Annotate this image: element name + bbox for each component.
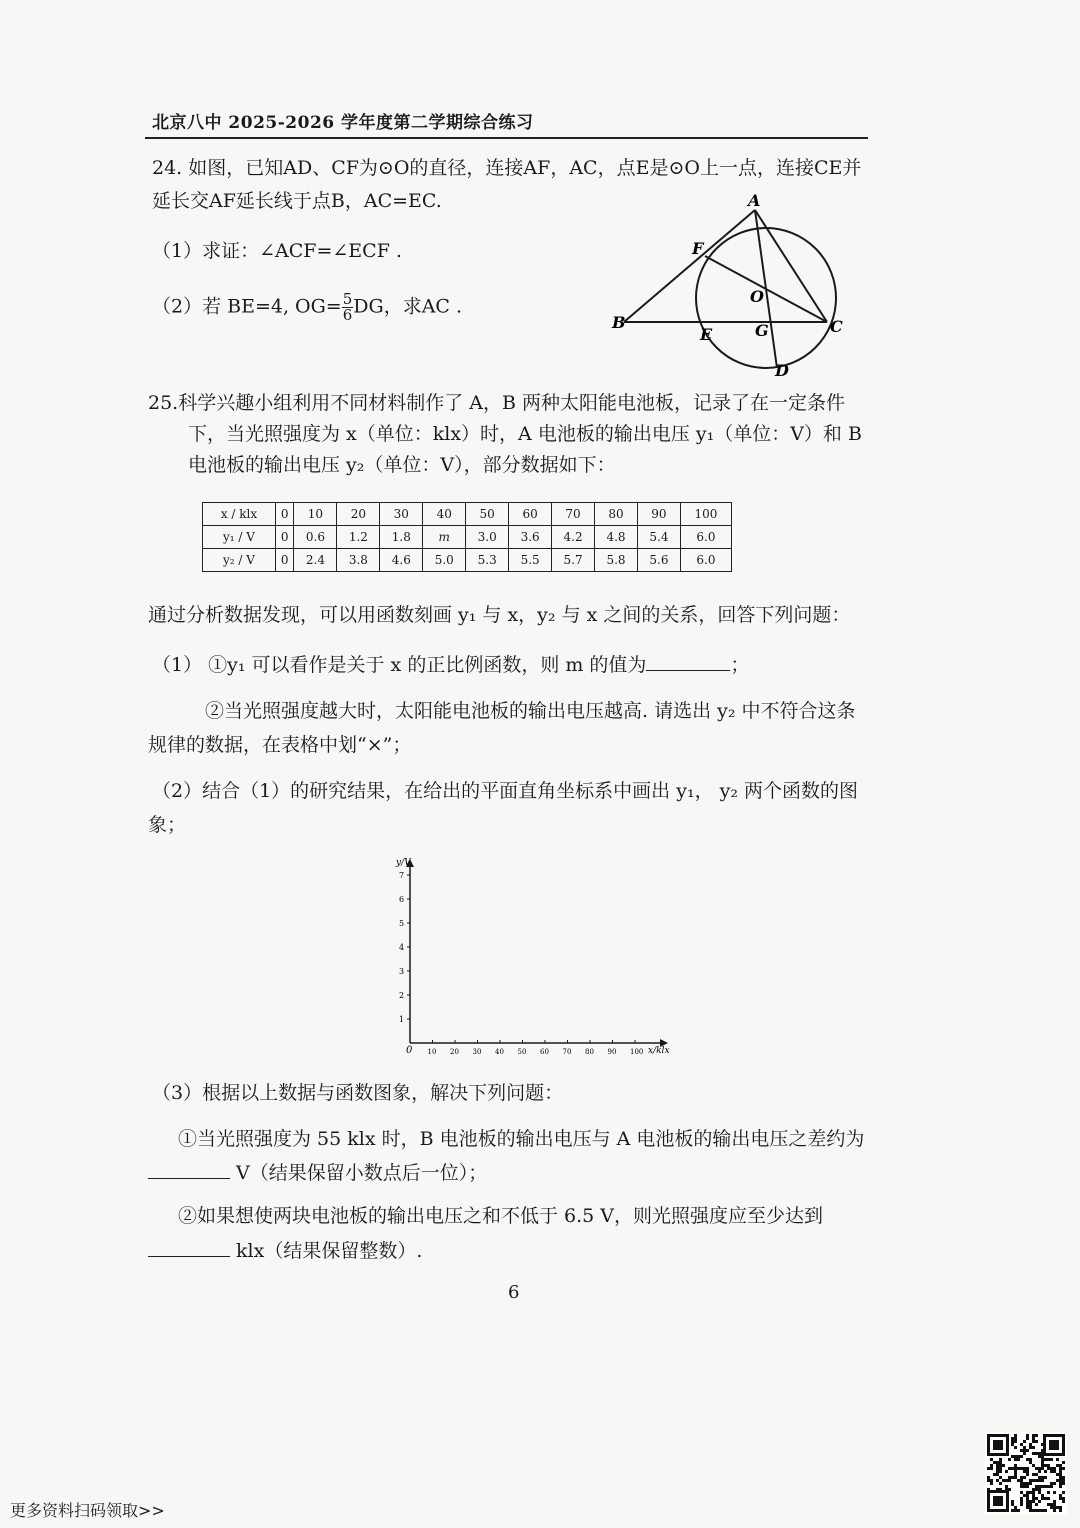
- q25-part1a-prefix: （1） ①y₁ 可以看作是关于 x 的正比例函数，则 m 的值为: [152, 654, 647, 676]
- x-tick-label: 100: [630, 1048, 644, 1056]
- q25-part3: （3）根据以上数据与函数图象，解决下列问题：: [152, 1082, 564, 1104]
- table-cell: 3.0: [466, 526, 509, 549]
- label-f: F: [692, 239, 704, 258]
- table-cell: 40: [423, 503, 466, 526]
- x-tick-label: 20: [450, 1048, 459, 1056]
- table-cell: 6.0: [680, 526, 731, 549]
- table-cell: 4.6: [380, 549, 423, 572]
- table-cell: 20: [337, 503, 380, 526]
- x-axis-label: x/klx: [648, 1046, 670, 1056]
- y-tick-label: 5: [399, 919, 405, 928]
- line-ba: [624, 210, 755, 322]
- table-cell: x / klx: [203, 503, 276, 526]
- q25-line1: 25.科学兴趣小组利用不同材料制作了 A，B 两种太阳能电池板，记录了在一定条件: [148, 392, 845, 414]
- table-cell: m: [423, 526, 466, 549]
- x-tick-label: 60: [540, 1048, 549, 1056]
- table-cell: 90: [637, 503, 680, 526]
- y-tick-label: 6: [399, 895, 405, 904]
- q25-part3a-line1: ①当光照强度为 55 klx 时，B 电池板的输出电压与 A 电池板的输出电压之差约为: [178, 1128, 865, 1150]
- q25-part3a-line2-text: V（结果保留小数点后一位）；: [236, 1162, 488, 1184]
- q25-part1b-line1: ②当光照强度越大时，太阳能电池板的输出电压越高. 请选出 y₂ 中不符合这条: [205, 700, 856, 722]
- y-axis-label: y/V: [396, 858, 411, 868]
- y-tick-label: 7: [399, 871, 405, 880]
- q25-part1b-line2: 规律的数据，在表格中划“×”；: [148, 734, 412, 756]
- table-cell: 3.8: [337, 549, 380, 572]
- table-cell: 70: [552, 503, 595, 526]
- table-cell: 30: [380, 503, 423, 526]
- table-cell: 5.4: [637, 526, 680, 549]
- y-tick-label: 1: [399, 1015, 405, 1024]
- table-cell: 0: [276, 549, 294, 572]
- q25-part3a-line2: [148, 1160, 487, 1186]
- q25-part1a: [152, 652, 749, 678]
- geometry-figure: [600, 190, 860, 380]
- table-cell: 100: [680, 503, 731, 526]
- answer-blank-difference[interactable]: [148, 1160, 230, 1179]
- table-cell: 50: [466, 503, 509, 526]
- label-e: E: [700, 325, 713, 344]
- q25-part3b-line1: ②如果想使两块电池板的输出电压之和不低于 6.5 V，则光照强度应至少达到: [178, 1205, 824, 1227]
- table-cell: y₁ / V: [203, 526, 276, 549]
- table-cell: 5.7: [552, 549, 595, 572]
- circle-o: [696, 228, 836, 368]
- table-row: [203, 549, 732, 572]
- table-cell: 2.4: [294, 549, 337, 572]
- q25-line3: 电池板的输出电压 y₂（单位：V），部分数据如下：: [188, 454, 616, 476]
- q25-part2-line1: （2）结合（1）的研究结果，在给出的平面直角坐标系中画出 y₁， y₂ 两个函数的图: [152, 780, 858, 802]
- q25-part2-line2: 象；: [148, 814, 187, 836]
- q24-line2: 延长交AF延长线于点B，AC=EC.: [152, 190, 442, 212]
- table-cell: 0: [276, 503, 294, 526]
- page-header: 北京八中 2025-2026 学年度第二学期综合练习: [152, 113, 534, 133]
- footer-text[interactable]: 更多资料扫码领取>>: [10, 1501, 165, 1520]
- origin-label: 0: [406, 1045, 413, 1056]
- fraction: [342, 292, 354, 323]
- table-row: [203, 503, 732, 526]
- fraction-numerator: 5: [342, 290, 353, 308]
- q24-part2: [152, 292, 462, 323]
- q25-line2: 下，当光照强度为 x（单位：klx）时，A 电池板的输出电压 y₁（单位：V）和 B: [188, 423, 862, 445]
- table-cell: 5.8: [595, 549, 638, 572]
- qr-code-icon[interactable]: [985, 1432, 1067, 1514]
- header-rule: [145, 137, 868, 139]
- q24-part2-suffix: DG，求AC .: [353, 295, 463, 318]
- label-d: D: [775, 361, 789, 380]
- label-b: B: [612, 313, 626, 332]
- label-a: A: [748, 191, 761, 210]
- table-cell: 5.3: [466, 549, 509, 572]
- x-tick-label: 10: [427, 1048, 437, 1056]
- table-cell: 6.0: [680, 549, 731, 572]
- page-number: 6: [508, 1282, 520, 1303]
- answer-blank-intensity[interactable]: [148, 1238, 230, 1257]
- q25-part1a-suffix: ；: [730, 654, 750, 676]
- table-cell: 80: [595, 503, 638, 526]
- y-tick-label: 3: [399, 967, 405, 976]
- x-tick-label: 50: [517, 1048, 527, 1056]
- x-tick-label: 80: [585, 1048, 594, 1056]
- table-cell: 5.6: [637, 549, 680, 572]
- table-cell: 1.8: [380, 526, 423, 549]
- q25-analysis: 通过分析数据发现，可以用函数刻画 y₁ 与 x，y₂ 与 x 之间的关系，回答下列问题：: [148, 604, 851, 626]
- table-cell: 60: [509, 503, 552, 526]
- q25-part3b-line2: [148, 1238, 422, 1264]
- data-table: [202, 502, 732, 572]
- q24-part2-prefix: （2）若 BE=4, OG=: [152, 295, 342, 318]
- table-cell: 5.5: [509, 549, 552, 572]
- table-cell: 10: [294, 503, 337, 526]
- line-ac: [755, 210, 827, 322]
- q24-line1: 24. 如图，已知AD、CF为⊙O的直径，连接AF，AC，点E是⊙O上一点，连接CE并: [152, 157, 862, 179]
- table-cell: 4.2: [552, 526, 595, 549]
- y-tick-label: 2: [399, 991, 405, 1000]
- label-c: C: [830, 317, 843, 336]
- table-cell: y₂ / V: [203, 549, 276, 572]
- q24-part1: （1）求证：∠ACF=∠ECF .: [152, 240, 402, 262]
- x-tick-label: 70: [562, 1048, 572, 1056]
- q25-part3b-line2-text: klx（结果保留整数）.: [236, 1240, 423, 1262]
- table-cell: 0: [276, 526, 294, 549]
- y-tick-label: 4: [399, 943, 405, 952]
- label-o: O: [750, 287, 764, 306]
- x-tick-label: 40: [495, 1048, 504, 1056]
- x-tick-label: 90: [607, 1048, 617, 1056]
- table-cell: 5.0: [423, 549, 466, 572]
- table-cell: 0.6: [294, 526, 337, 549]
- label-g: G: [755, 321, 769, 340]
- table-cell: 1.2: [337, 526, 380, 549]
- table-cell: 4.8: [595, 526, 638, 549]
- answer-blank-m[interactable]: [646, 652, 730, 671]
- line-fc: [705, 256, 827, 322]
- table-row: [203, 526, 732, 549]
- table-cell: 3.6: [509, 526, 552, 549]
- coordinate-axes[interactable]: [390, 855, 680, 1060]
- fraction-denominator: 6: [342, 306, 353, 324]
- x-tick-label: 30: [472, 1048, 482, 1056]
